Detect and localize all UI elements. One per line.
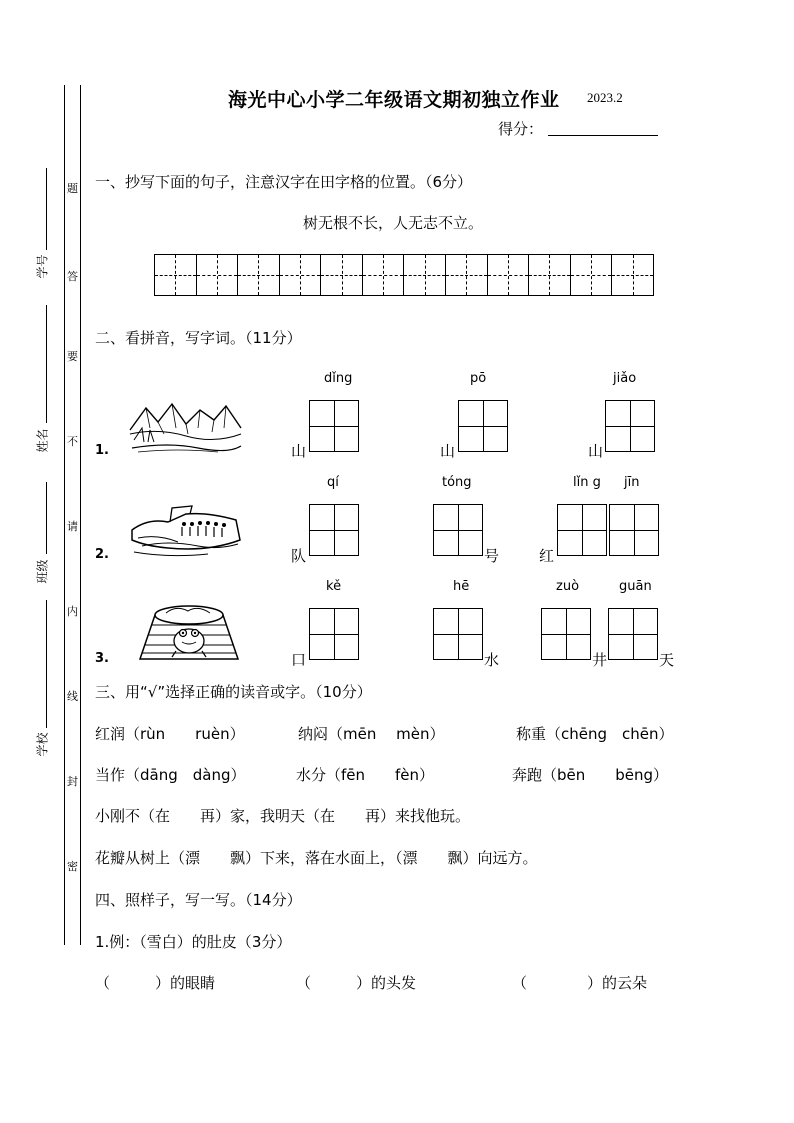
- answer-box[interactable]: [309, 400, 359, 452]
- seal-char: 题: [67, 182, 78, 195]
- given-char: 队: [291, 547, 307, 565]
- answer-box[interactable]: [433, 504, 483, 556]
- grid-cell[interactable]: [488, 255, 530, 295]
- pinyin-label: dǐng: [324, 371, 353, 386]
- grid-cell[interactable]: [404, 255, 446, 295]
- given-char: 红: [539, 547, 555, 565]
- grid-cell[interactable]: [571, 255, 613, 295]
- seal-char: 要: [67, 350, 78, 363]
- pronunciation-choice[interactable]: 红润（rùn ruèn）: [95, 725, 245, 743]
- section4-heading: 四、照样子，写一写。（14分）: [95, 891, 302, 909]
- word-choice-sentence[interactable]: 花瓣从树上（漂 飘）下来，落在水面上，（漂 飘）向远方。: [95, 849, 538, 867]
- student-number-line[interactable]: [46, 168, 47, 250]
- pinyin-label: tóng: [442, 475, 472, 490]
- binding-line-outer: [64, 85, 65, 945]
- grid-cell[interactable]: [238, 255, 280, 295]
- fill-blank[interactable]: （ ）的云朵: [512, 974, 648, 992]
- seal-char: 不: [67, 435, 78, 448]
- word-choice-sentence[interactable]: 小刚不（在 再）家，我明天（在 再）来找他玩。: [95, 807, 471, 825]
- example-line: 1.例：（雪白）的肚皮（3分）: [95, 933, 292, 951]
- marching-team-picture: [128, 500, 243, 560]
- score-label: 得分：: [498, 120, 544, 138]
- name-line[interactable]: [46, 305, 47, 423]
- grid-cell[interactable]: [155, 255, 197, 295]
- school-line[interactable]: [46, 600, 47, 728]
- answer-box[interactable]: [605, 400, 655, 452]
- binding-line-inner: [80, 85, 81, 945]
- seal-char: 请: [67, 520, 78, 533]
- pronunciation-choice[interactable]: 称重（chēng chēn）: [516, 725, 674, 743]
- seal-char: 答: [67, 270, 78, 283]
- given-char: 天: [659, 651, 675, 669]
- answer-box[interactable]: [458, 400, 508, 452]
- mountain-landscape-picture: [128, 398, 243, 456]
- class-line[interactable]: [46, 482, 47, 554]
- name-label: 姓名: [35, 428, 50, 453]
- pinyin-label: qí: [327, 475, 339, 490]
- pronunciation-choice[interactable]: 水分（fēn fèn）: [296, 766, 435, 784]
- fill-blank[interactable]: （ ）的头发: [296, 974, 417, 992]
- exam-date: 2023.2: [587, 90, 623, 105]
- pinyin-label: kě: [326, 579, 342, 594]
- row-number: 1.: [95, 443, 109, 458]
- given-char: 井: [592, 651, 608, 669]
- pronunciation-choice[interactable]: 纳闷（mēn mèn）: [298, 725, 445, 743]
- copy-grid[interactable]: [154, 254, 654, 296]
- grid-cell[interactable]: [612, 255, 653, 295]
- pinyin-label: hē: [453, 579, 470, 594]
- given-char: 山: [588, 442, 604, 460]
- class-label: 班级: [35, 559, 50, 584]
- school-label: 学校: [35, 732, 50, 757]
- row-number: 3.: [95, 651, 109, 666]
- given-char: 号: [484, 547, 500, 565]
- answer-box[interactable]: [608, 608, 658, 660]
- section3-heading: 三、用“√”选择正确的读音或字。（10分）: [95, 683, 372, 701]
- pinyin-label: jiǎo: [613, 371, 637, 386]
- pinyin-label: pō: [470, 371, 487, 386]
- grid-cell[interactable]: [321, 255, 363, 295]
- seal-char: 密: [67, 860, 78, 873]
- grid-cell[interactable]: [280, 255, 322, 295]
- pronunciation-choice[interactable]: 奔跑（bēn bēng）: [512, 766, 669, 784]
- row-number: 2.: [95, 547, 109, 562]
- pinyin-label: lǐn g: [573, 475, 601, 490]
- copy-sentence: 树无根不长，人无志不立。: [303, 214, 484, 232]
- student-number-label: 学号: [35, 254, 50, 279]
- given-char: 山: [291, 442, 307, 460]
- seal-char: 封: [67, 775, 78, 788]
- frog-in-well-picture: [136, 603, 242, 665]
- given-char: 口: [291, 651, 307, 669]
- answer-box[interactable]: [433, 608, 483, 660]
- grid-cell[interactable]: [363, 255, 405, 295]
- section1-heading: 一、抄写下面的句子，注意汉字在田字格的位置。（6分）: [95, 173, 473, 191]
- section2-heading: 二、看拼音，写字词。（11分）: [95, 329, 302, 347]
- score-input-line[interactable]: [548, 135, 658, 136]
- answer-box[interactable]: [309, 608, 359, 660]
- pronunciation-choice[interactable]: 当作（dāng dàng）: [95, 766, 246, 784]
- answer-box[interactable]: [609, 504, 659, 556]
- answer-box[interactable]: [541, 608, 591, 660]
- given-char: 水: [484, 651, 500, 669]
- fill-blank[interactable]: （ ）的眼睛: [95, 974, 216, 992]
- page-title: 海光中心小学二年级语文期初独立作业: [228, 89, 560, 111]
- answer-box[interactable]: [557, 504, 607, 556]
- seal-char: 线: [67, 690, 78, 703]
- grid-cell[interactable]: [529, 255, 571, 295]
- pinyin-label: zuò: [556, 579, 580, 594]
- pinyin-label: jīn: [624, 475, 640, 490]
- given-char: 山: [440, 442, 456, 460]
- grid-cell[interactable]: [446, 255, 488, 295]
- pinyin-label: guān: [619, 579, 652, 594]
- seal-char: 内: [67, 605, 78, 618]
- answer-box[interactable]: [309, 504, 359, 556]
- grid-cell[interactable]: [197, 255, 239, 295]
